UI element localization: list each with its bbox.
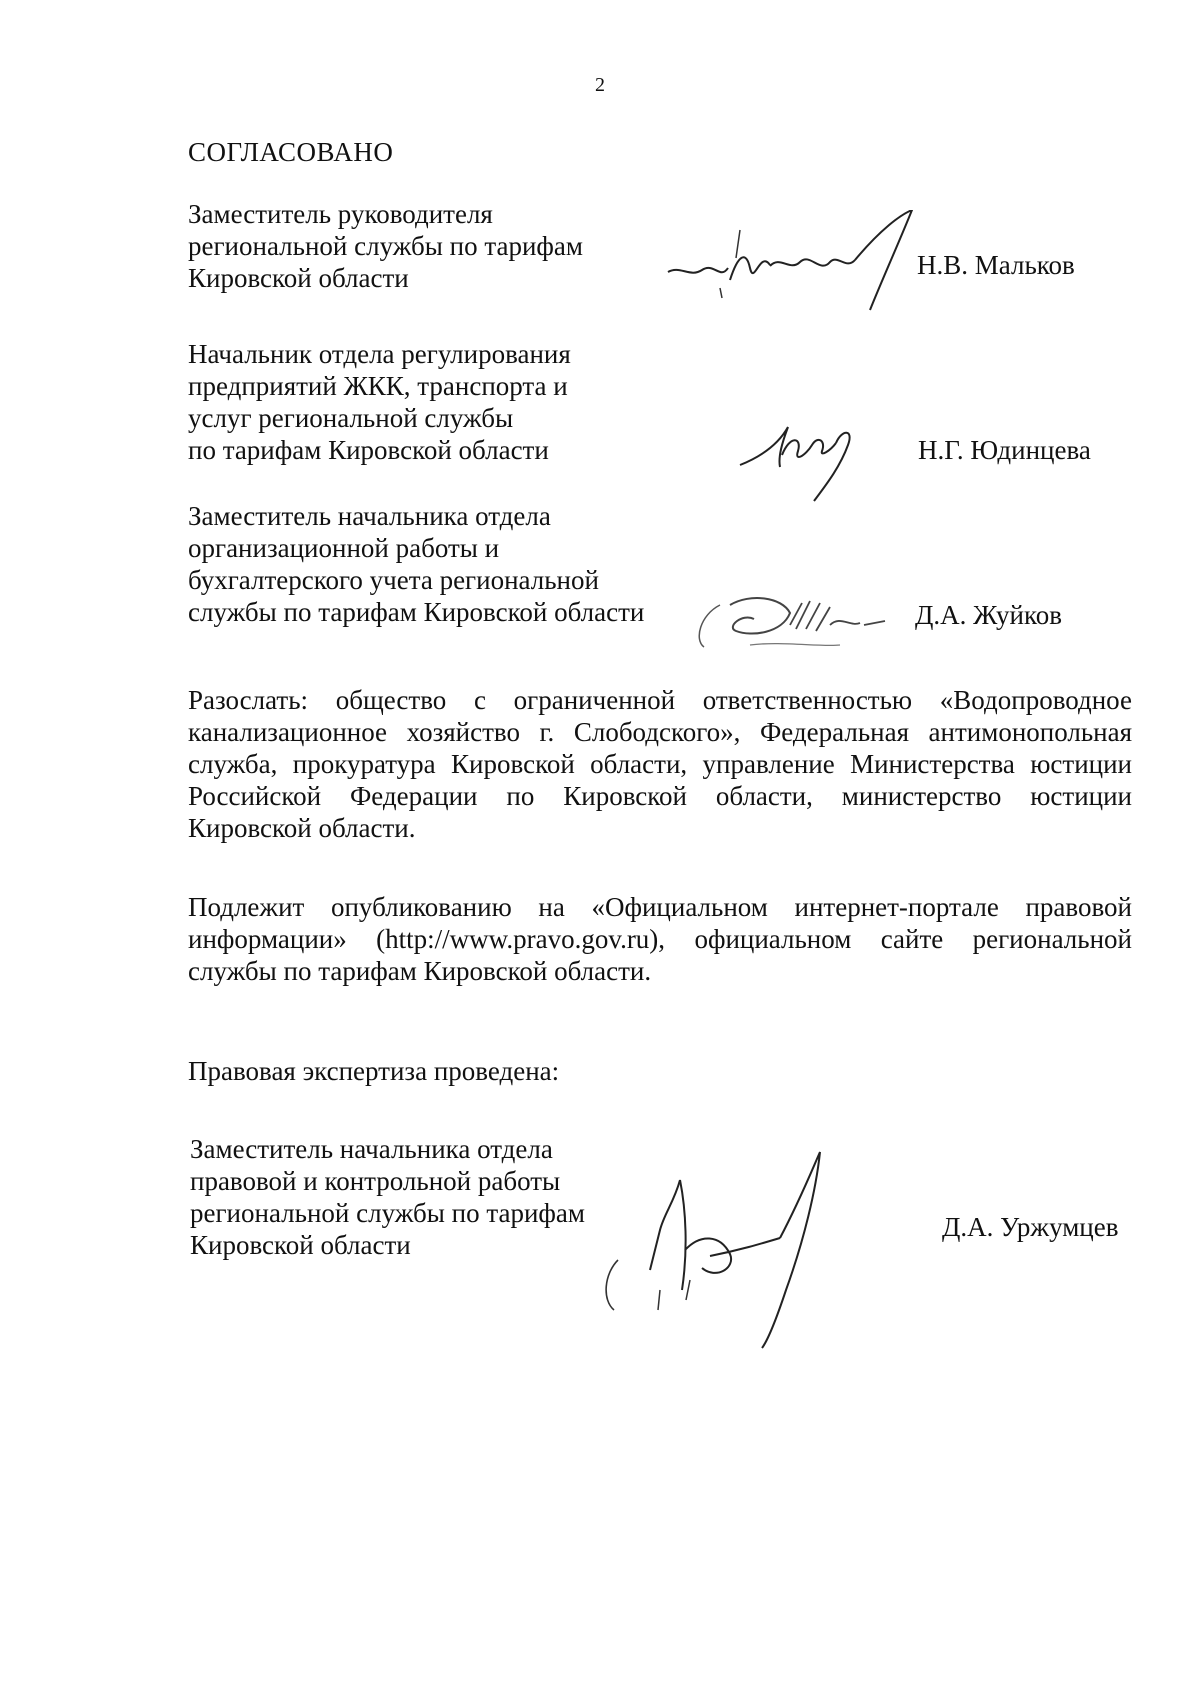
signer-name-yudintseva: Н.Г. Юдинцева [918,435,1091,465]
signature-malkov [650,210,950,320]
signer-name-malkov: Н.В. Мальков [917,250,1075,280]
signer-position: Заместитель руководителя региональной службы по тарифам Кировской области [188,199,583,293]
signature-yudintseva [730,405,870,505]
signer-position: Заместитель начальника отдела организационной работы и бухгалтерского учета региональной службы по тарифам Кировской области [188,501,645,627]
publication-paragraph: Подлежит опубликованию на «Официальном интернет-портале правовой информации» (http://www.pravo.gov.ru), официальном сайте региональной службы по тарифам Кировской области. [188,892,1132,986]
distribution-paragraph: Разослать: общество с ограниченной ответственностью «Водопроводное канализационное хозяйство г. Слободского», Федеральная антимонопольная служба, прокуратура Кировской области, управление Министерства юстиции Российской Федерации по Кировской области, министерство юстиции Кировской области. [188,685,1132,843]
signer-name-zhuykov: Д.А. Жуйков [915,600,1062,630]
signer-position: Заместитель начальника отдела правовой и контрольной работы региональной службы по тарифам Кировской области [190,1134,585,1260]
page-number: 2 [595,74,605,96]
signature-urzhumtsev [590,1150,890,1350]
approval-heading: СОГЛАСОВАНО [188,137,394,167]
signer-name-urzhumtsev: Д.А. Уржумцев [942,1212,1119,1242]
signature-zhuykov [690,585,930,665]
legal-review-heading: Правовая экспертиза проведена: [188,1056,560,1086]
signer-position: Начальник отдела регулирования предприятий ЖКК, транспорта и услуг региональной службы по тарифам Кировской области [188,339,571,465]
